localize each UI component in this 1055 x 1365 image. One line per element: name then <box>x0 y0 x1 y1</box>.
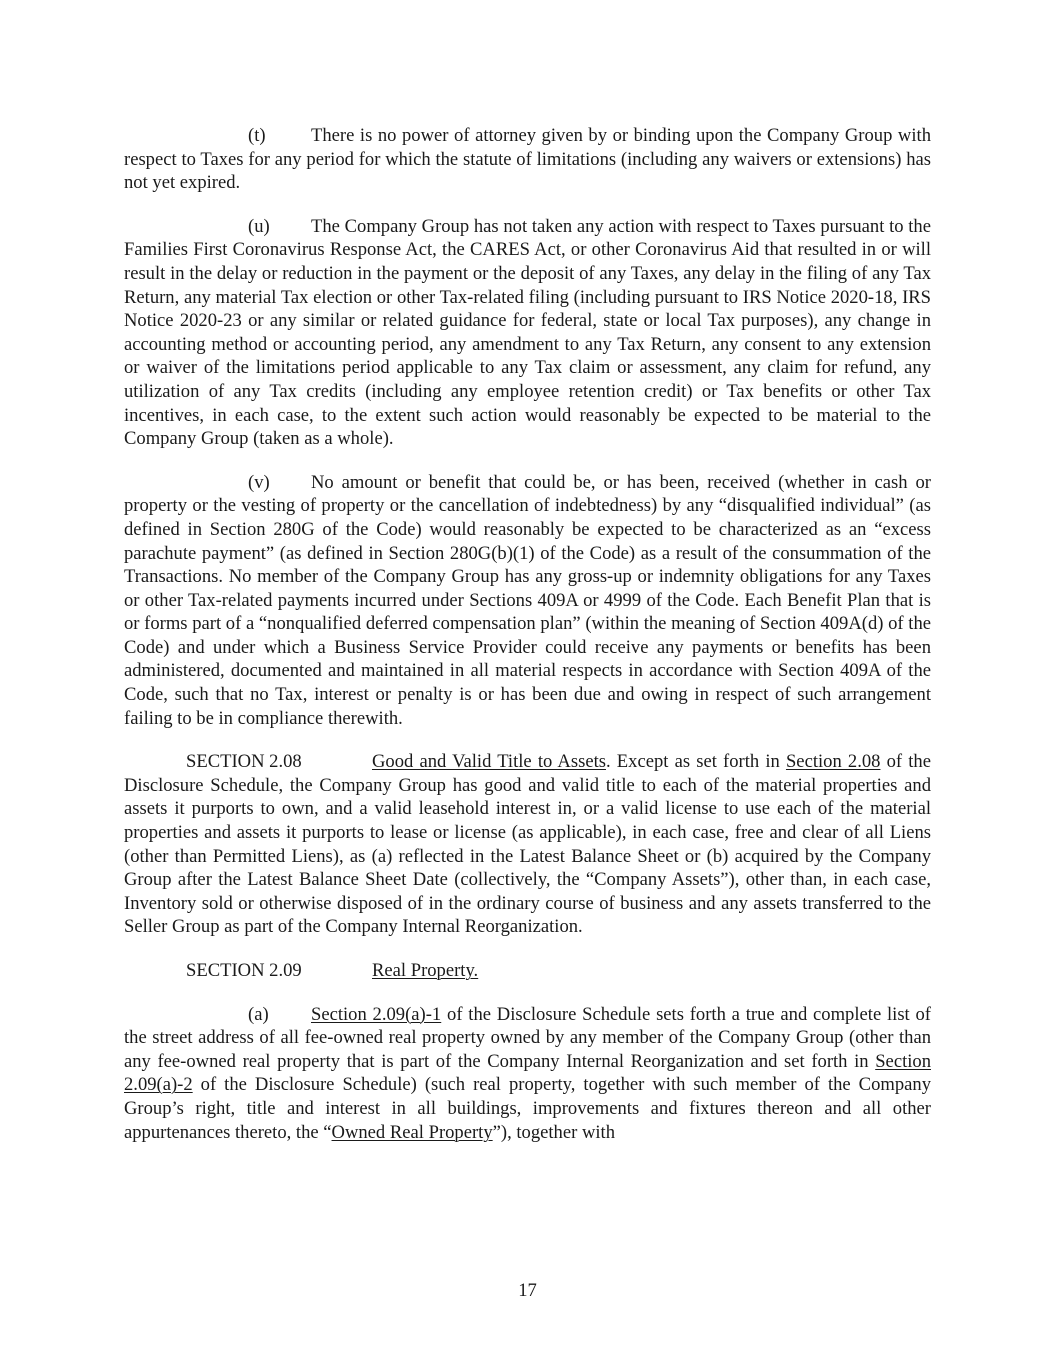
paragraph-v <box>124 471 931 731</box>
section-title: Real Property. <box>372 960 479 981</box>
section-title: Good and Valid Title to Assets <box>372 751 606 773</box>
section-reference: Section 2.09(a)-2 <box>124 1050 931 1096</box>
paragraph-text: No amount or benefit that could be, or has been, received (whether in cash or property or the vesting of property or the cancellation of indebtedness) by any “disqualified individual” (as defined in Section 280G of the Code) would reasonably be expected to be characterized as an “excess parachute payment” (as defined in Section 280G(b)(1) of the Code) as a result of the consummation of the Transactions. No member of the Company Group has any gross-up or indemnity obligations for any Taxes or other Tax-related payments incurred under Sections 409A or 4999 of the Code. Each Benefit Plan that is or forms part of a “nonqualified deferred compensation plan” (within the meaning of Section 409A(d) of the Code) and under which a Business Service Provider could receive any payments or benefits has been administered, documented and maintained in all material respects in accordance with Section 409A of the Code, such that no Tax, interest or penalty is or has been due and owing in respect of such arrangement failing to be in compliance therewith. <box>124 471 931 729</box>
page-number: 17 <box>518 1280 537 1301</box>
paragraph-label: (u) <box>248 215 270 237</box>
section-text: of the Disclosure Schedule, the Company Group has good and valid title to each of the material properties and assets it purports to own, and a valid leasehold interest in, or a valid license to use each of the material properties and assets it purports to lease or license (as applicable), in each case, free and clear of all Liens (other than Permitted Liens), as (a) reflected in the Latest Balance Sheet or (b) acquired by the Company Group after the Latest Balance Sheet Date (collectively, the “Company Assets”), other than, in each case, Inventory sold or otherwise disposed of in the ordinary course of business and any assets transferred to the Seller Group as part of the Company Internal Reorganization. <box>124 751 931 938</box>
paragraph-a <box>124 1003 931 1145</box>
paragraph-text: ”), together with <box>492 1121 616 1143</box>
paragraph-label: (v) <box>248 471 270 493</box>
section-2-09-heading <box>124 959 931 983</box>
defined-term: Owned Real Property <box>331 1121 493 1143</box>
document-page <box>124 124 931 1144</box>
paragraph-text: The Company Group has not taken any action with respect to Taxes pursuant to the Families First Coronavirus Response Act, the CARES Act, or other Coronavirus Aid that resulted in or will result in the delay or reduction in the payment or the deposit of any Taxes, any delay in the filing of any Tax Return, any material Tax election or other Tax-related filing (including pursuant to IRS Notice 2020-18, IRS Notice 2020-23 or any similar or related guidance for federal, state or local Tax purposes), any change in accounting method or accounting period, any amendment to any Tax Return, any consent to any extension or waiver of the limitations period applicable to any Tax claim or assessment, any claim for refund, any utilization of any Tax credits (including any employee retention credit) or Tax benefits or other Tax incentives, in each case, to the extent such action would reasonably be expected to be material to the Company Group (taken as a whole). <box>124 215 931 450</box>
paragraph-label: (t) <box>248 125 266 146</box>
paragraph-label: (a) <box>248 1003 269 1025</box>
section-number: SECTION 2.09 <box>186 960 302 981</box>
section-text: . Except as set forth in <box>605 751 786 773</box>
section-number: SECTION 2.08 <box>186 751 302 773</box>
paragraph-u <box>124 215 931 451</box>
section-2-08 <box>124 750 931 939</box>
paragraph-text: of the Disclosure Schedule) (such real property, together with such member of the Company Group’s right, title and interest in all buildings, improvements and fixtures thereon and all other appurtenances thereto, the “ <box>124 1074 931 1143</box>
paragraph-t <box>124 124 931 195</box>
paragraph-text: There is no power of attorney given by or binding upon the Company Group with respect to Taxes for any period for which the statute of limitations (including any waivers or extensions) has not yet expired. <box>124 125 931 194</box>
section-reference: Section 2.09(a)-1 <box>311 1003 442 1025</box>
section-reference: Section 2.08 <box>785 751 881 773</box>
paragraph-text: of the Disclosure Schedule sets forth a true and complete list of the street address of all fee-owned real property owned by any member of the Company Group (other than any fee-owned real property that is part of the Company Internal Reorganization and set forth in <box>124 1003 931 1072</box>
